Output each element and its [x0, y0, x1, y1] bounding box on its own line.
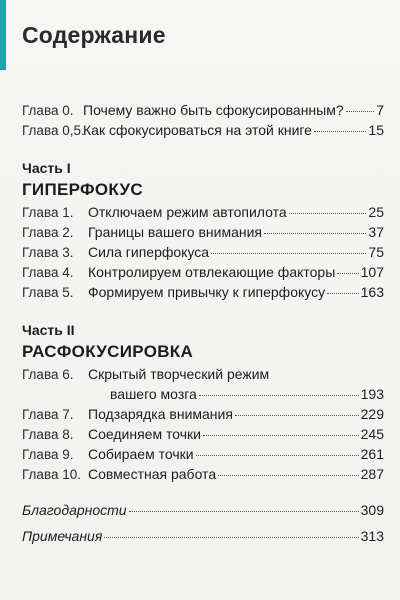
chapter-number: Глава 5. — [22, 285, 74, 300]
cover-edge-accent — [0, 0, 6, 70]
chapter-title: Почему важно быть сфокусированным? — [83, 102, 344, 118]
chapter-title: Как сфокусироваться на этой книге — [83, 122, 312, 138]
page-number: 313 — [360, 528, 384, 544]
toc-entry — [22, 529, 384, 549]
chapter-title: Сила гиперфокуса — [88, 244, 210, 260]
dot-leader — [104, 536, 358, 538]
dot-leader — [264, 232, 366, 234]
page-number: 287 — [360, 466, 384, 482]
page-number: 37 — [368, 224, 384, 240]
chapter-title: Скрытый творческий режим — [88, 366, 270, 382]
dot-leader — [218, 474, 359, 476]
page-number: 193 — [360, 386, 384, 402]
page-number: 163 — [360, 284, 384, 300]
chapter-title-line2: вашего мозга — [110, 386, 197, 402]
toc-entry — [22, 123, 384, 143]
dot-leader — [211, 252, 366, 254]
dot-leader — [314, 130, 366, 132]
chapter-title: Соединяем точки — [88, 426, 201, 442]
page-title: Содержание — [22, 22, 166, 48]
page-number: 261 — [360, 446, 384, 462]
dot-leader — [196, 454, 359, 456]
back-matter-title: Благодарности — [22, 502, 127, 518]
chapter-number: Глава 6. — [22, 367, 74, 382]
dot-leader — [199, 394, 359, 396]
chapter-title: Отключаем режим автопилота — [88, 204, 287, 220]
chapter-number: Глава 7. — [22, 407, 74, 422]
chapter-number: Глава 0,5. — [22, 123, 85, 138]
page-number: 107 — [360, 264, 384, 280]
toc-entry — [22, 467, 384, 487]
part-title: ГИПЕРФОКУС — [22, 180, 143, 199]
chapter-title: Границы вашего внимания — [88, 224, 262, 240]
chapter-number: Глава 9. — [22, 447, 74, 462]
chapter-number: Глава 1. — [22, 205, 74, 220]
chapter-number: Глава 8. — [22, 427, 74, 442]
part-label: Часть I — [22, 160, 71, 176]
chapter-number: Глава 0. — [22, 103, 74, 118]
toc-entry — [22, 427, 384, 447]
page-number: 25 — [368, 204, 384, 220]
toc-entry-continuation — [22, 387, 384, 407]
toc-entry — [22, 103, 384, 123]
chapter-number: Глава 2. — [22, 225, 74, 240]
dot-leader — [289, 212, 367, 214]
dot-leader — [235, 414, 359, 416]
toc-entry — [22, 205, 384, 225]
dot-leader — [337, 272, 358, 274]
chapter-title: Совместная работа — [88, 466, 217, 482]
part-title: РАСФОКУСИРОВКА — [22, 342, 194, 361]
back-matter-title: Примечания — [22, 528, 103, 544]
page-number: 245 — [360, 426, 384, 442]
table-of-contents — [22, 103, 384, 549]
toc-entry — [22, 265, 384, 285]
page-number: 7 — [376, 102, 384, 118]
dot-leader — [346, 110, 375, 112]
dot-leader — [203, 434, 359, 436]
toc-entry — [22, 407, 384, 427]
toc-entry — [22, 245, 384, 265]
page-number: 309 — [360, 502, 384, 518]
toc-entry — [22, 225, 384, 245]
page-number: 15 — [368, 122, 384, 138]
dot-leader — [327, 292, 359, 294]
toc-entry — [22, 367, 384, 387]
page-number: 229 — [360, 406, 384, 422]
chapter-title: Подзарядка внимания — [88, 406, 233, 422]
toc-entry — [22, 503, 384, 523]
dot-leader — [129, 510, 359, 512]
toc-entry — [22, 447, 384, 467]
chapter-title: Формируем привычку к гиперфокусу — [88, 284, 326, 300]
chapter-title: Собираем точки — [88, 446, 194, 462]
chapter-title: Контролируем отвлекающие факторы — [88, 264, 336, 280]
chapter-number: Глава 3. — [22, 245, 74, 260]
toc-entry — [22, 285, 384, 305]
chapter-number: Глава 4. — [22, 265, 74, 280]
page-number: 75 — [368, 244, 384, 260]
part-label: Часть II — [22, 322, 75, 338]
chapter-number: Глава 10. — [22, 467, 81, 482]
